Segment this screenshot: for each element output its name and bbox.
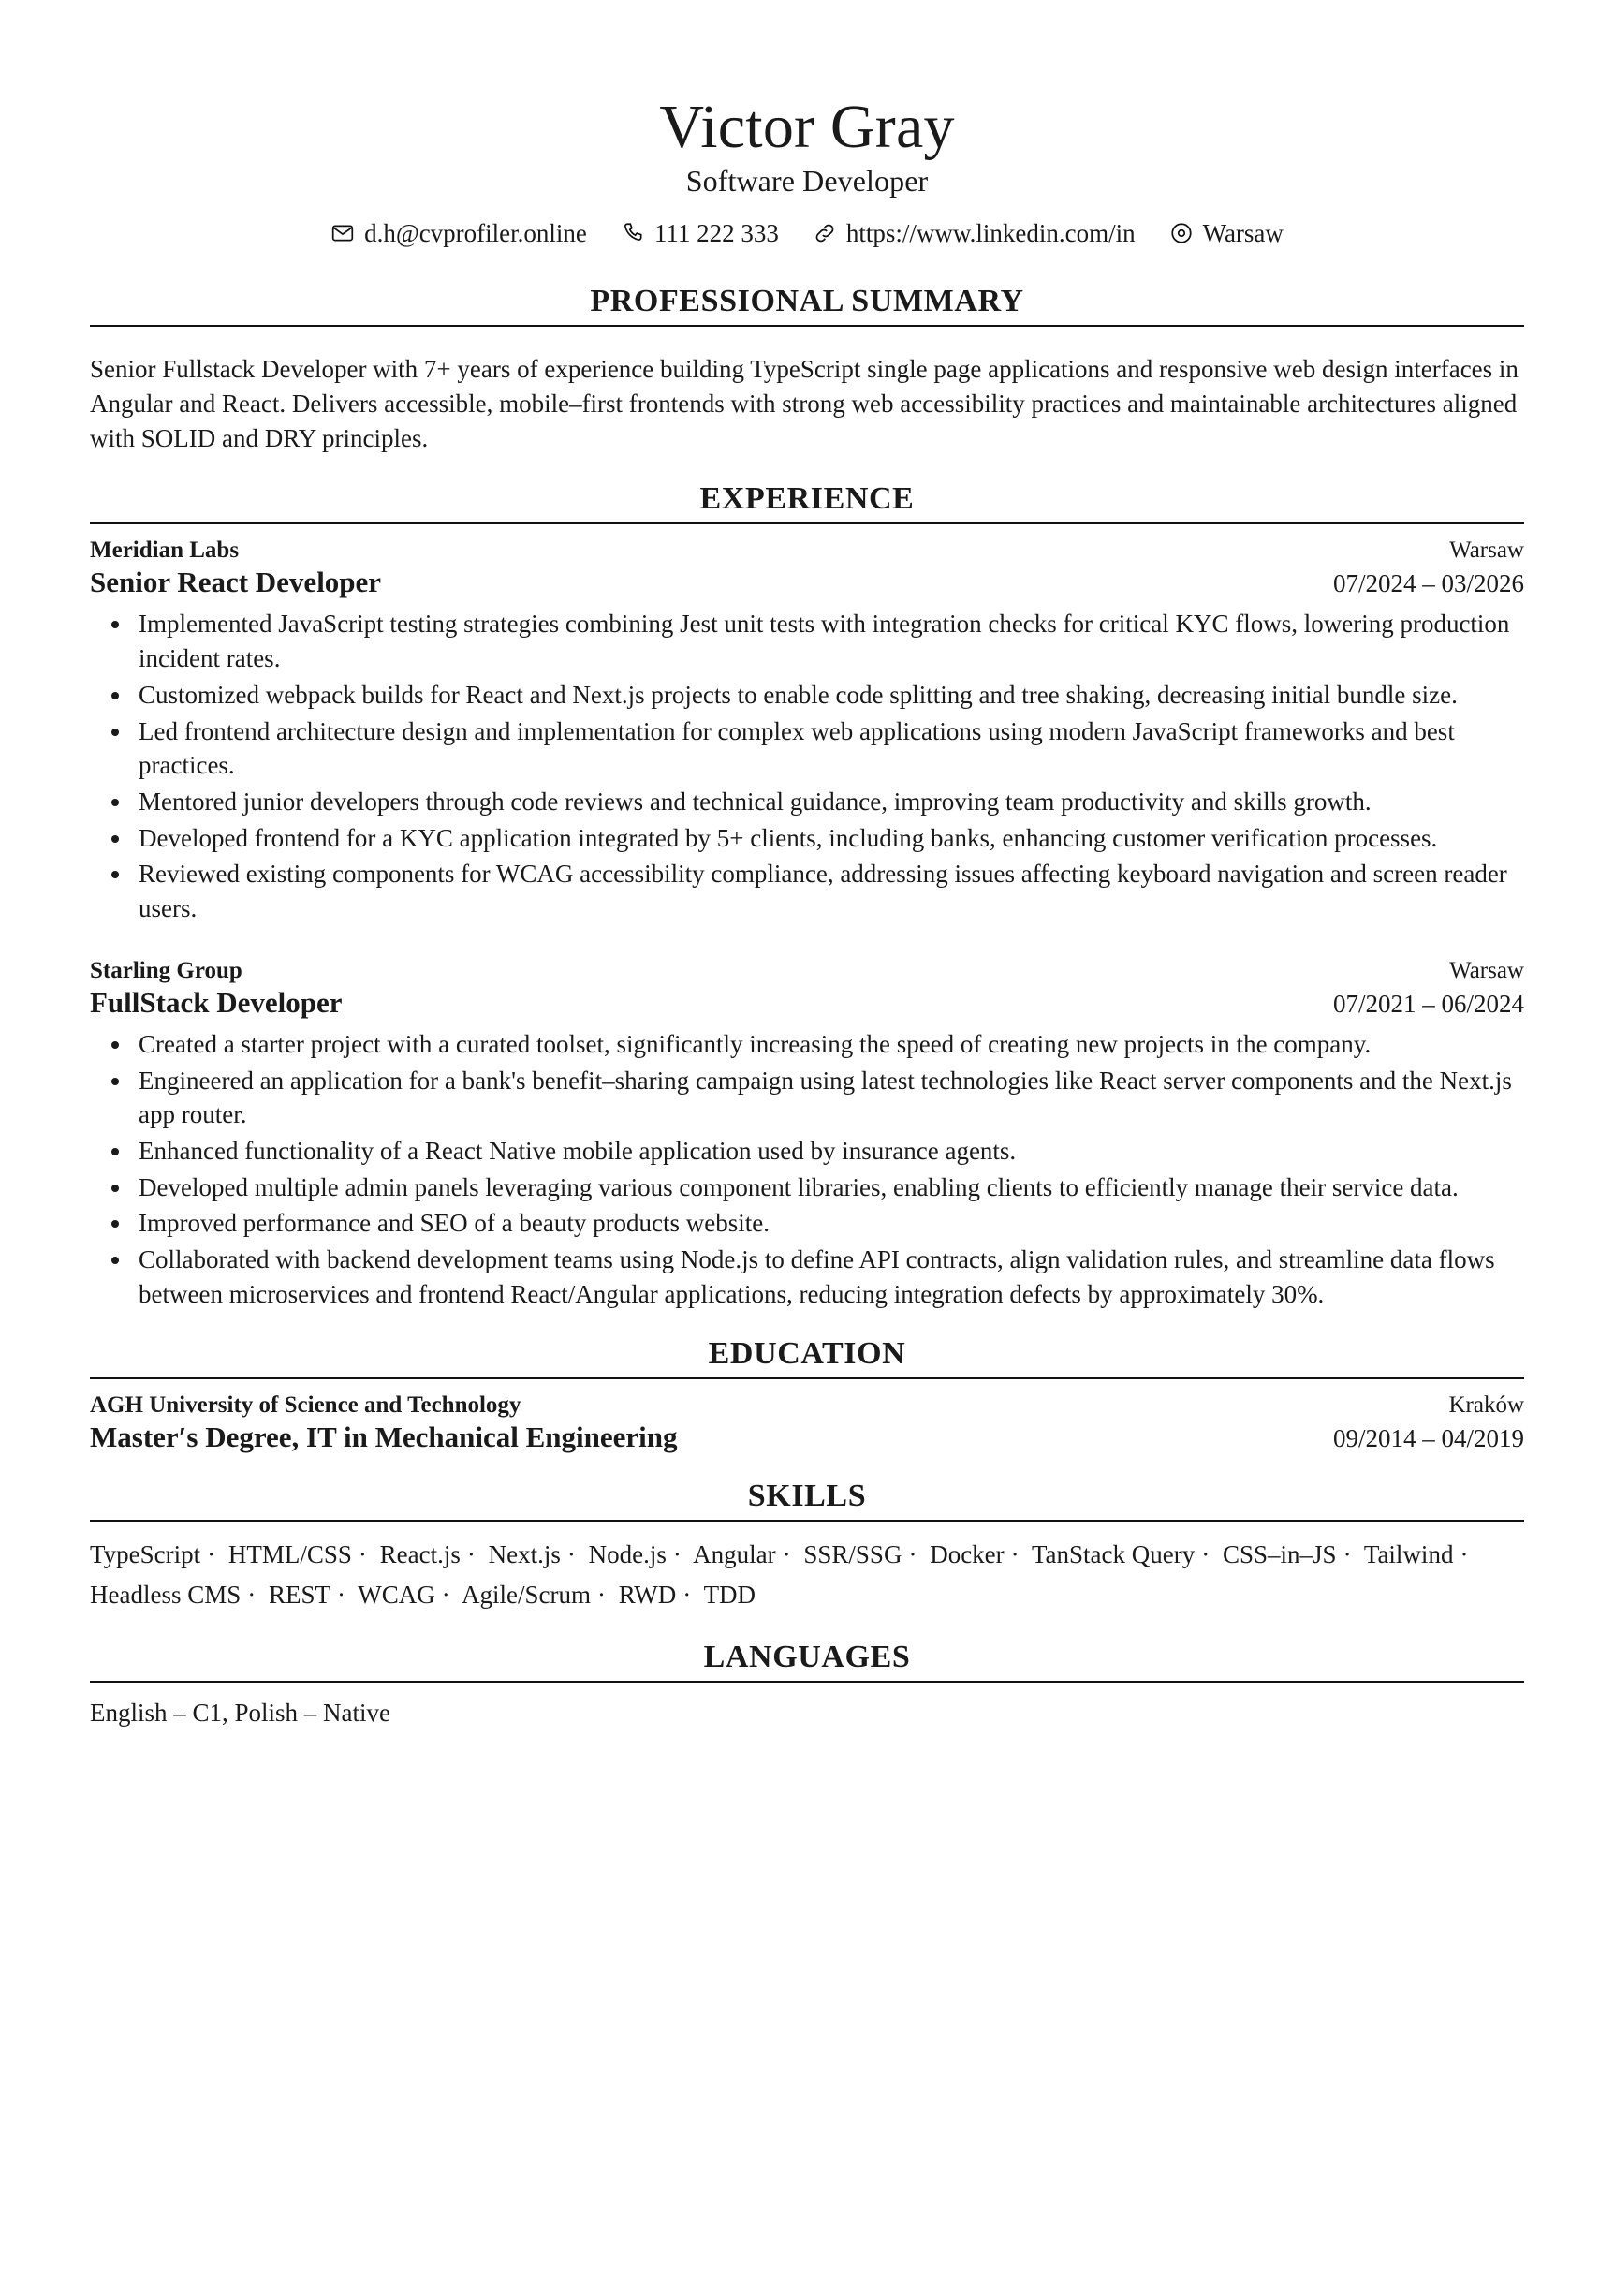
list-item: • Collaborated with backend development teams using Node.js to define API contracts, align validation rules, and streamline data flows between microservices and frontend React/Angular applications, reducing integration defects by approximately 30%. bbox=[133, 1243, 1524, 1311]
job-title: Senior React Developer bbox=[90, 566, 382, 599]
job-bullet-list bbox=[90, 1027, 1524, 1312]
skill-item: Headless CMS bbox=[90, 1580, 242, 1609]
contact-email[interactable] bbox=[330, 219, 587, 248]
skill-item: CSS–in–JS bbox=[1223, 1539, 1337, 1568]
skill-item: TanStack Query bbox=[1031, 1539, 1196, 1568]
contact-email-text: d.h@cvprofiler.online bbox=[364, 218, 587, 247]
section-divider bbox=[90, 1520, 1524, 1522]
company-location: Warsaw bbox=[1449, 537, 1524, 564]
section-skills bbox=[90, 1479, 1524, 1615]
job-role-subtitle: Software Developer bbox=[685, 163, 929, 198]
section-title-languages: LANGUAGES bbox=[703, 1639, 911, 1674]
section-title-education: EDUCATION bbox=[708, 1335, 906, 1371]
skill-item: Agile/Scrum bbox=[462, 1580, 592, 1609]
education-entry bbox=[90, 1392, 1524, 1454]
section-title-experience: EXPERIENCE bbox=[699, 481, 915, 517]
link-icon bbox=[813, 221, 837, 245]
section-divider bbox=[90, 1681, 1524, 1683]
contact-linkedin-text: https://www.linkedin.com/in bbox=[845, 218, 1136, 247]
experience-entry bbox=[90, 958, 1524, 1312]
company-name: Starling Group bbox=[90, 957, 242, 983]
job-dates: 07/2024 – 03/2026 bbox=[1332, 569, 1524, 598]
skills-list: TypeScript · HTML/CSS · React.js · Next.js · Node.js · Angular · SSR/SSG · Docker · TanStack Query · CSS–in–JS · Tailwind · Headless CMS · REST · WCAG · Agile/Scrum · RWD · TDD bbox=[90, 1539, 1469, 1609]
contact-phone-text: 111 222 333 bbox=[653, 218, 779, 247]
phone-icon bbox=[621, 221, 645, 245]
skill-item: HTML/CSS bbox=[227, 1539, 352, 1568]
section-languages bbox=[90, 1640, 1524, 1731]
list-item: • Implemented JavaScript testing strategies combining Jest unit tests with integration checks for critical KYC flows, lowering production incident rates. bbox=[133, 607, 1524, 675]
skill-item: Tailwind bbox=[1363, 1539, 1454, 1568]
skill-item: React.js bbox=[379, 1539, 461, 1568]
job-bullet-list bbox=[90, 607, 1524, 925]
list-item: • Mentored junior developers through code reviews and technical guidance, improving team productivity and skills growth. bbox=[133, 785, 1524, 819]
list-item: • Developed multiple admin panels leveraging various component libraries, enabling clients to efficiently manage their service data. bbox=[133, 1170, 1524, 1205]
skill-item: Angular bbox=[693, 1539, 776, 1568]
skill-item: RWD bbox=[618, 1580, 677, 1609]
experience-entry bbox=[90, 537, 1524, 925]
section-title-skills: SKILLS bbox=[747, 1478, 867, 1513]
list-item: • Enhanced functionality of a React Native mobile application used by insurance agents. bbox=[133, 1134, 1524, 1169]
company-name: Meridian Labs bbox=[90, 537, 240, 564]
envelope-icon bbox=[330, 221, 355, 245]
section-experience bbox=[90, 481, 1524, 1311]
skill-item: Node.js bbox=[588, 1539, 667, 1568]
list-item: • Engineered an application for a bank's benefit–sharing campaign using latest technologies like React server components and the Next.js app router. bbox=[133, 1064, 1524, 1132]
contact-linkedin[interactable] bbox=[813, 219, 1136, 248]
languages-text: English – C1, Polish – Native bbox=[90, 1698, 391, 1727]
company-location: Warsaw bbox=[1449, 957, 1524, 983]
section-title-summary: PROFESSIONAL SUMMARY bbox=[590, 283, 1024, 318]
contact-phone[interactable] bbox=[621, 219, 779, 248]
section-education bbox=[90, 1336, 1524, 1454]
contact-location-text: Warsaw bbox=[1202, 218, 1284, 247]
section-divider bbox=[90, 522, 1524, 524]
list-item: • Created a starter project with a curated toolset, significantly increasing the speed of creating new projects in the company. bbox=[133, 1027, 1524, 1062]
skill-item: SSR/SSG bbox=[803, 1539, 902, 1568]
section-professional-summary bbox=[90, 284, 1524, 457]
skill-item: TypeScript bbox=[90, 1539, 201, 1568]
skill-item: Next.js bbox=[488, 1539, 561, 1568]
list-item: • Improved performance and SEO of a beauty products website. bbox=[133, 1206, 1524, 1241]
school-name: AGH University of Science and Technology bbox=[90, 1391, 521, 1418]
skill-item: TDD bbox=[703, 1580, 756, 1609]
section-divider bbox=[90, 1377, 1524, 1379]
list-item: • Led frontend architecture design and implementation for complex web applications using modern JavaScript frameworks and best practices. bbox=[133, 714, 1524, 783]
skill-item: REST bbox=[269, 1580, 331, 1609]
location-pin-icon bbox=[1169, 221, 1194, 245]
resume-header bbox=[90, 93, 1524, 248]
contact-location[interactable] bbox=[1169, 219, 1284, 248]
page-title: Victor Gray bbox=[659, 93, 955, 161]
skill-item: WCAG bbox=[358, 1580, 435, 1609]
list-item: • Customized webpack builds for React and Next.js projects to enable code splitting and tree shaking, decreasing initial bundle size. bbox=[133, 678, 1524, 713]
education-dates: 09/2014 – 04/2019 bbox=[1332, 1423, 1524, 1452]
job-title: FullStack Developer bbox=[90, 985, 343, 1019]
list-item: • Reviewed existing components for WCAG accessibility compliance, addressing issues affecting keyboard navigation and screen reader users. bbox=[133, 857, 1524, 925]
school-location: Kraków bbox=[1448, 1391, 1524, 1418]
skill-item: Docker bbox=[930, 1539, 1005, 1568]
summary-text: Senior Fullstack Developer with 7+ years of experience building TypeScript single page applications and responsive web design interfaces in Angular and React. Delivers accessible, mobile–first frontends with strong web accessibility practices and maintainable architectures aligned with SOLID and DRY principles. bbox=[90, 354, 1519, 453]
section-divider bbox=[90, 325, 1524, 327]
list-item: • Developed frontend for a KYC application integrated by 5+ clients, including banks, enhancing customer verification processes. bbox=[133, 821, 1524, 856]
degree-title: Master′s Degree, IT in Mechanical Engineering bbox=[90, 1420, 678, 1453]
job-dates: 07/2021 – 06/2024 bbox=[1332, 989, 1524, 1018]
contact-list bbox=[90, 219, 1524, 248]
